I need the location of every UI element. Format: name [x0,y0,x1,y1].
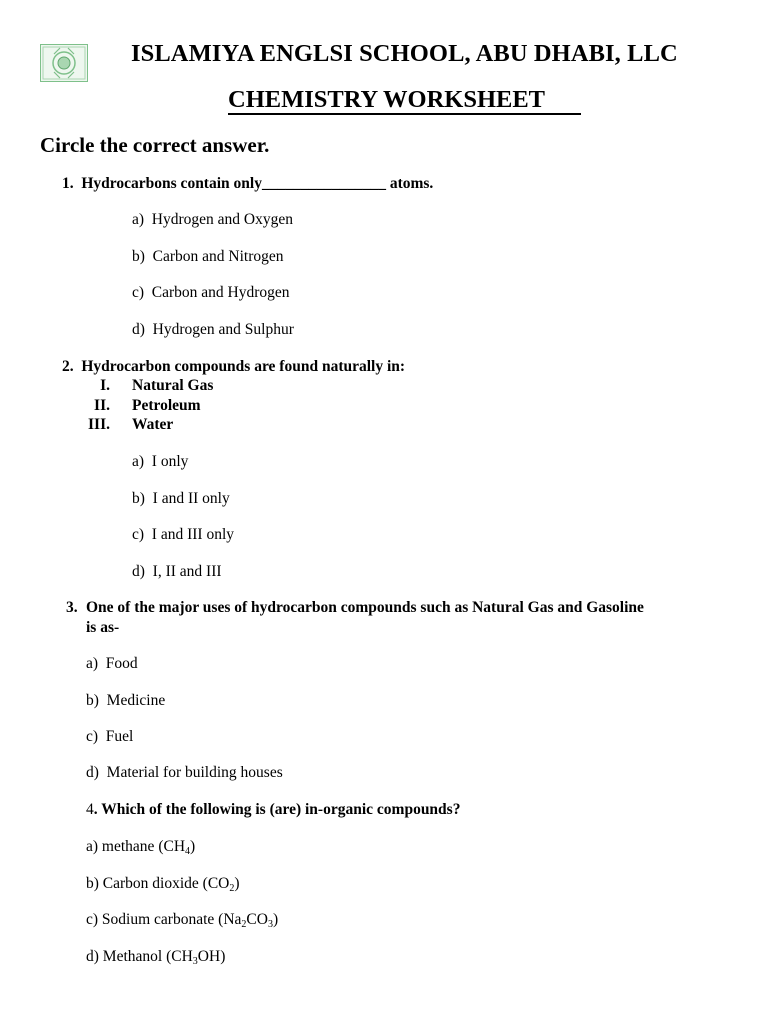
statement-I: I. Natural Gas [100,377,214,394]
statement-II: II. Petroleum [94,397,201,414]
title-underline [228,113,581,115]
option-1b[interactable]: b) Carbon and Nitrogen [132,248,284,265]
school-name: ISLAMIYA ENGLSI SCHOOL, ABU DHABI, LLC [131,40,678,67]
question-2 [62,358,405,376]
option-3d[interactable]: d) Material for building houses [86,764,283,781]
option-4d[interactable]: d) Methanol $(CH_3OH)$ [86,948,226,967]
question-3-text-line1: One of the major uses of hydrocarbon compounds such as Natural Gas and Gasoline [86,599,644,616]
option-2d[interactable]: d) I, II and III [132,563,222,580]
school-crest-icon [40,44,88,82]
option-1d[interactable]: d) Hydrogen and Sulphur [132,321,294,338]
option-4a[interactable]: a) methane $(CH_4)$ [86,838,196,857]
option-3b[interactable]: b) Medicine [86,692,166,709]
option-1c[interactable]: c) Carbon and Hydrogen [132,284,290,301]
question-number: 2. [62,358,74,375]
question-text: . Which of the following is (are) in-organic compounds? [93,801,461,818]
option-2a[interactable]: a) I only [132,453,189,470]
option-1a[interactable]: a) Hydrogen and Oxygen [132,211,293,228]
statement-III: III. Water [88,416,174,433]
option-3c[interactable]: c) Fuel [86,728,134,745]
question-text: Hydrocarbon compounds are found naturally in: [81,358,406,375]
instruction: Circle the correct answer. [40,133,270,157]
question-number: 1. [62,175,74,192]
option-2b[interactable]: b) I and II only [132,490,230,507]
question-number: 4 [86,801,94,818]
question-3-text-line2: is as- [86,619,120,636]
worksheet-title: CHEMISTRY WORKSHEET [228,86,546,113]
option-3a[interactable]: a) Food [86,655,138,672]
option-4b[interactable]: b) Carbon dioxide $(CO_2)$ [86,875,240,894]
question-1 [62,175,433,193]
question-text: Hydrocarbons contain only________________ atoms. [81,175,434,192]
option-2c[interactable]: c) I and III only [132,526,235,543]
question-4 [86,801,460,819]
question-3-number: 3. [66,599,78,616]
option-4c[interactable]: c) Sodium carbonate $(Na_2CO_3)$ [86,911,279,930]
